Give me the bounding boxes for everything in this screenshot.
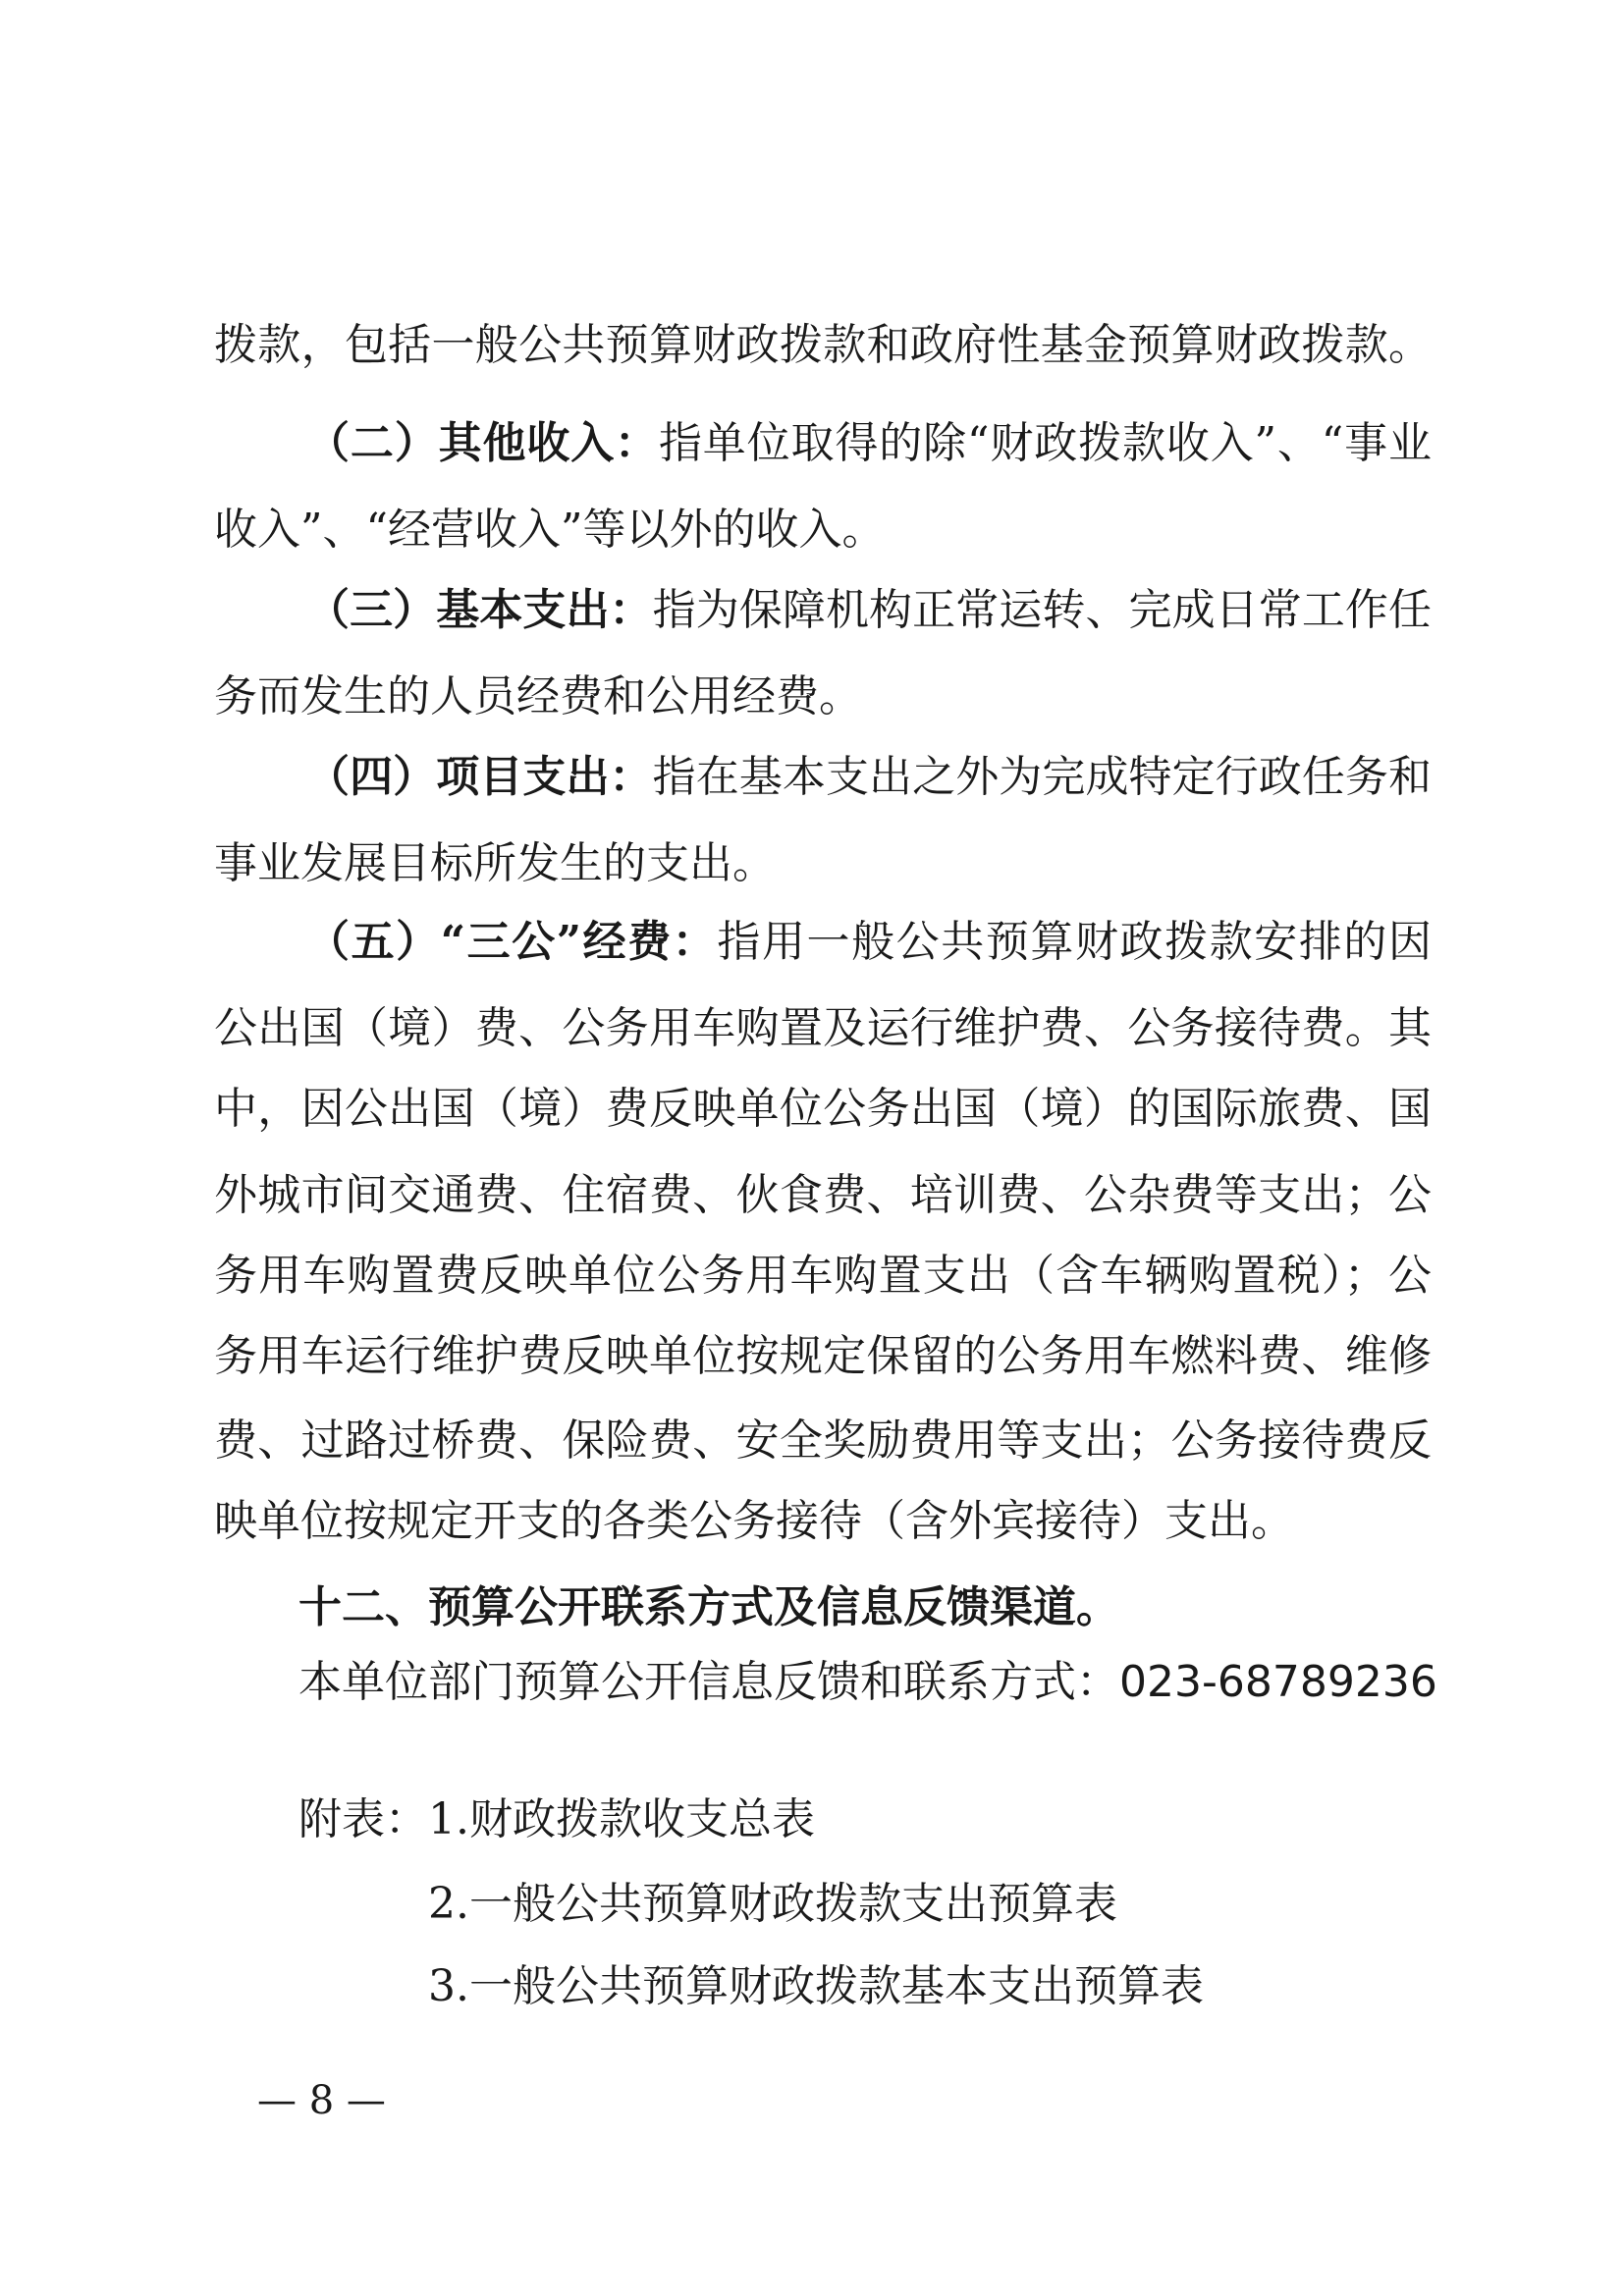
body-line-1: 拨款，包括一般公共预算财政拨款和政府性基金预算财政拨款。 (214, 320, 1432, 370)
paragraph-other-income (306, 414, 1432, 473)
body-line-12: 务用车购置费反映单位公务用车购置支出（含车辆购置税）；公 (214, 1251, 1432, 1301)
body-line-5: 务而发生的人员经费和公用经费。 (214, 671, 862, 721)
term-project-expenditure: （四）项目支出： (306, 752, 653, 802)
attachments-line-1 (298, 1790, 1516, 1849)
attachment-item-2: 2.一般公共预算财政拨款支出预算表 (428, 1879, 1117, 1929)
contact-label: 本单位部门预算公开信息反馈和联系方式： (298, 1657, 1119, 1707)
term-basic-expenditure: （三）基本支出： (306, 585, 653, 635)
attachment-item-3: 3.一般公共预算财政拨款基本支出预算表 (428, 1961, 1204, 2011)
paragraph-three-public (306, 913, 1432, 972)
body-line-7: 事业发展目标所发生的支出。 (214, 838, 776, 888)
body-line-10: 中，因公出国（境）费反映单位公务出国（境）的国际旅费、国 (214, 1084, 1432, 1134)
definition-project-expenditure: 指在基本支出之外为完成特定行政任务和 (652, 752, 1432, 802)
definition-other-income: 指单位取得的除“财政拨款收入”、“事业 (658, 418, 1433, 468)
section-12-heading: 十二、预算公开联系方式及信息反馈渠道。 (298, 1582, 1119, 1632)
body-line-11: 外城市间交通费、住宿费、伙食费、培训费、公杂费等支出；公 (214, 1170, 1432, 1220)
page-number: — 8 — (257, 2078, 386, 2123)
body-line-3: 收入”、“经营收入”等以外的收入。 (214, 505, 886, 555)
definition-basic-expenditure: 指为保障机构正常运转、完成日常工作任 (652, 585, 1432, 635)
attachments-label: 附表： (298, 1794, 428, 1844)
body-line-14: 费、过路过桥费、保险费、安全奖励费用等支出；公务接待费反 (214, 1415, 1432, 1466)
paragraph-project-expenditure (306, 748, 1432, 807)
body-line-13: 务用车运行维护费反映单位按规定保留的公务用车燃料费、维修 (214, 1331, 1432, 1381)
attachment-item-1: 1.财政拨款收支总表 (428, 1794, 815, 1844)
term-other-income: （二）其他收入： (306, 418, 659, 468)
body-line-15: 映单位按规定开支的各类公务接待（含外宾接待）支出。 (214, 1496, 1294, 1546)
term-three-public: （五）“三公”经费： (306, 917, 718, 967)
body-line-9: 公出国（境）费、公务用车购置及运行维护费、公务接待费。其 (214, 1003, 1432, 1053)
paragraph-basic-expenditure (306, 581, 1432, 640)
contact-line (298, 1653, 1516, 1712)
definition-three-public: 指用一般公共预算财政拨款安排的因 (717, 917, 1432, 967)
contact-phone: 023-68789236 (1119, 1657, 1437, 1707)
